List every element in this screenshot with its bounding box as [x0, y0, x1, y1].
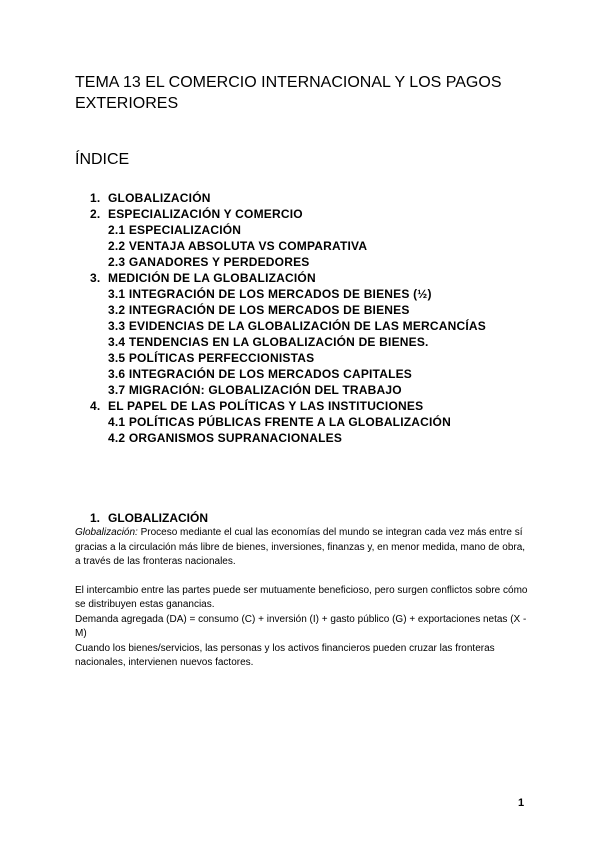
toc-subitem-2-3: 2.3 GANADORES Y PERDEDORES — [108, 255, 310, 269]
definition-term: Globalización: — [75, 527, 138, 538]
index-heading: ÍNDICE — [75, 151, 130, 168]
toc-subitem-3-1: 3.1 INTEGRACIÓN DE LOS MERCADOS DE BIENES (½) — [108, 287, 432, 301]
toc-number: 2. — [90, 207, 101, 221]
toc-subitem-2-1: 2.1 ESPECIALIZACIÓN — [108, 223, 242, 237]
section-globalizacion — [75, 510, 530, 671]
definition-text: Proceso mediante el cual las economías del mundo se integran cada vez más entre sí gracias a la circulación más libre de bienes, inversiones, finanzas y, en menor medida, mano de obra, a través de las fronteras nacionales. — [75, 527, 526, 567]
toc-label: GLOBALIZACIÓN — [108, 191, 211, 205]
toc-subitem-4-2: 4.2 ORGANISMOS SUPRANACIONALES — [108, 431, 343, 445]
paragraph-new-factors: Cuando los bienes/servicios, las personas y los activos financieros pueden cruzar las fronteras nacionales, intervienen nuevos factores. — [75, 642, 495, 668]
toc-number: 4. — [90, 399, 101, 413]
toc-subitem-2-2: 2.2 VENTAJA ABSOLUTA VS COMPARATIVA — [108, 239, 368, 253]
toc-subitem-3-7: 3.7 MIGRACIÓN: GLOBALIZACIÓN DEL TRABAJO — [108, 383, 402, 397]
section-title: GLOBALIZACIÓN — [108, 511, 208, 525]
toc-label: ESPECIALIZACIÓN Y COMERCIO — [108, 207, 303, 221]
toc-subitem-3-5: 3.5 POLÍTICAS PERFECCIONISTAS — [108, 351, 315, 365]
toc-item-4 — [90, 398, 530, 414]
toc-number: 1. — [90, 191, 101, 205]
toc-item-2 — [90, 206, 530, 222]
toc-item-1 — [90, 190, 530, 206]
section-number: 1. — [90, 511, 101, 525]
toc-subitem-3-4: 3.4 TENDENCIAS EN LA GLOBALIZACIÓN DE BIENES. — [108, 335, 429, 349]
table-of-contents — [90, 190, 530, 446]
section-heading — [75, 510, 530, 526]
toc-subitem-4-1: 4.1 POLÍTICAS PÚBLICAS FRENTE A LA GLOBALIZACIÓN — [108, 415, 451, 429]
toc-label: EL PAPEL DE LAS POLÍTICAS Y LAS INSTITUCIONES — [108, 399, 424, 413]
definition-paragraph — [75, 526, 530, 570]
paragraph-aggregate-demand: Demanda agregada (DA) = consumo (C) + inversión (I) + gasto público (G) + exportaciones netas (X - M) — [75, 613, 527, 639]
page-number: 1 — [518, 797, 525, 809]
toc-subitem-3-2: 3.2 INTEGRACIÓN DE LOS MERCADOS DE BIENES — [108, 303, 410, 317]
toc-label: MEDICIÓN DE LA GLOBALIZACIÓN — [108, 271, 316, 285]
document-title: TEMA 13 EL COMERCIO INTERNACIONAL Y LOS PAGOS EXTERIORES — [75, 74, 502, 112]
toc-number: 3. — [90, 271, 101, 285]
paragraph-benefits: El intercambio entre las partes puede ser mutuamente beneficioso, pero surgen conflictos sobre cómo se distribuyen estas ganancias. — [75, 584, 528, 610]
toc-subitem-3-3: 3.3 EVIDENCIAS DE LA GLOBALIZACIÓN DE LAS MERCANCÍAS — [108, 319, 486, 333]
toc-subitem-3-6: 3.6 INTEGRACIÓN DE LOS MERCADOS CAPITALES — [108, 367, 413, 381]
paragraph-spacer — [75, 570, 530, 584]
toc-item-3 — [90, 270, 530, 286]
